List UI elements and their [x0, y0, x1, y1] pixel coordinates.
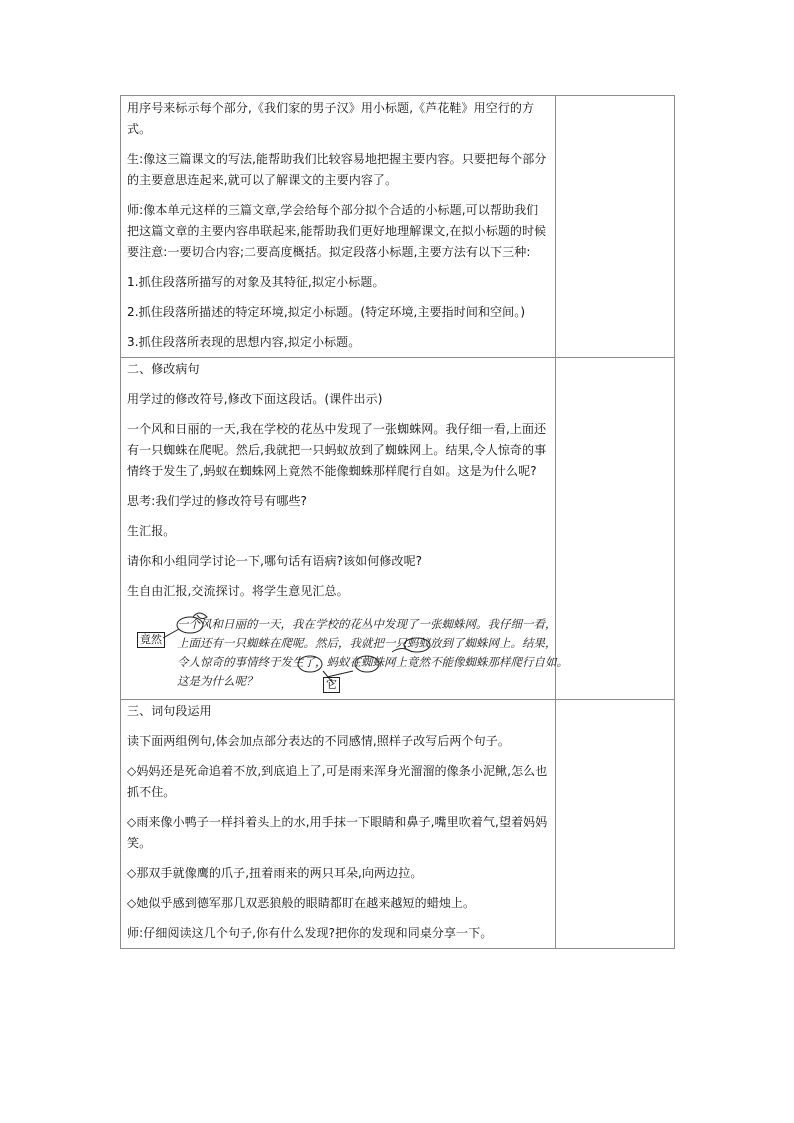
- content-cell: [121, 700, 556, 949]
- notes-cell: [556, 700, 675, 949]
- replacement-word-box: 它: [323, 677, 340, 693]
- paragraph: 生自由汇报,交流探讨。将学生意见汇总。: [127, 584, 349, 598]
- content-cell: [121, 358, 568, 700]
- paragraph: 生:像这三篇课文的写法,能帮助我们比较容易地把握主要内容。只要把每个部分的主要意思连起来,就可以了解课文的主要内容了。: [127, 152, 547, 187]
- method-item-1: 1.抓住段落所描写的对象及其特征,拟定小标题。: [127, 275, 385, 289]
- section-sentence-correction: [121, 358, 568, 693]
- method-item-2: 2.抓住段落所描述的特定环境,拟定小标题。(特定环境,主要指时间和空间。): [127, 305, 526, 319]
- handwritten-passage: [177, 615, 568, 691]
- paragraph: 用序号来标示每个部分,《我们家的男子汉》用小标题,《芦花鞋》用空行的方式。: [127, 101, 535, 136]
- handwritten-line: 上面还有一只蜘蛛在爬呢。然后，我就把一只蚂蚁放到了蜘蛛网上。结果，: [177, 636, 557, 650]
- handwritten-line: 令人惊奇的事情终于发生了，蚂蚁在蜘蛛网上竟然不能像蜘蛛那样爬行自如。: [177, 655, 568, 669]
- paragraph: 用学过的修改符号,修改下面这段话。(课件出示): [127, 392, 383, 406]
- example-sentence: ◇雨来像小鸭子一样抖着头上的水,用手抹一下眼睛和鼻子,嘴里吹着气,望着妈妈笑。: [127, 815, 548, 850]
- paragraph: 师:仔细阅读这几个句子,你有什么发现?把你的发现和同桌分享一下。: [127, 926, 493, 940]
- example-sentence: ◇那双手就像鹰的爪子,扭着雨来的两只耳朵,向两边拉。: [127, 866, 423, 880]
- section-titling-methods: [121, 96, 555, 353]
- paragraph: 师:像本单元这样的三篇文章,学会给每个部分拟个合适的小标题,可以帮助我们把这篇文章的主要内容串联起来,能帮助我们更好地理解课文,在拟小标题的时候要注意:一要切合内容;二要高度概括。拟定段落小标题,主要方法有以下三种:: [127, 203, 547, 259]
- sample-passage: 一个风和日丽的一天,我在学校的花丛中发现了一张蜘蛛网。我仔细一看,上面还有一只蜘蛛在爬呢。然后,我就把一只蚂蚁放到了蜘蛛网上。结果,令人惊奇的事情终于发生了,蚂蚁在蜘蛛网上竟然不能像蜘蛛那样爬行自如。这是为什么呢?: [127, 422, 547, 478]
- lesson-plan-table: [120, 95, 675, 949]
- section-heading: 二、修改病句: [127, 362, 200, 376]
- example-sentence: ◇她似乎感到德军那几双恶狼般的眼睛都盯在越来越短的蜡烛上。: [127, 896, 476, 910]
- table-row: [121, 358, 675, 700]
- paragraph: 读下面两组例句,体会加点部分表达的不同感情,照样子改写后两个句子。: [127, 734, 510, 748]
- handwritten-line: 一个风和日丽的一天，我在学校的花丛中发现了一张蜘蛛网。我仔细一看，: [177, 617, 557, 631]
- section-word-usage: [121, 700, 555, 944]
- method-item-3: 3.抓住段落所表现的思想内容,拟定小标题。: [127, 335, 361, 349]
- paragraph: 思考:我们学过的修改符号有哪些?: [127, 494, 308, 508]
- handwritten-correction-image: [127, 611, 568, 693]
- content-cell: [121, 96, 556, 358]
- notes-cell: [556, 358, 675, 700]
- correction-word-box: 竟然: [137, 632, 165, 648]
- example-sentence: ◇妈妈还是死命追着不放,到底追上了,可是雨来浑身光溜溜的像条小泥鳅,怎么也抓不住。: [127, 764, 548, 799]
- handwritten-line: 这是为什么呢？: [177, 674, 258, 688]
- table-row: [121, 96, 675, 358]
- table-row: [121, 700, 675, 949]
- paragraph: 生汇报。: [127, 524, 176, 538]
- notes-cell: [556, 96, 675, 358]
- paragraph: 请你和小组同学讨论一下,哪句话有语病?该如何修改呢?: [127, 554, 423, 568]
- section-heading: 三、词句段运用: [127, 704, 212, 718]
